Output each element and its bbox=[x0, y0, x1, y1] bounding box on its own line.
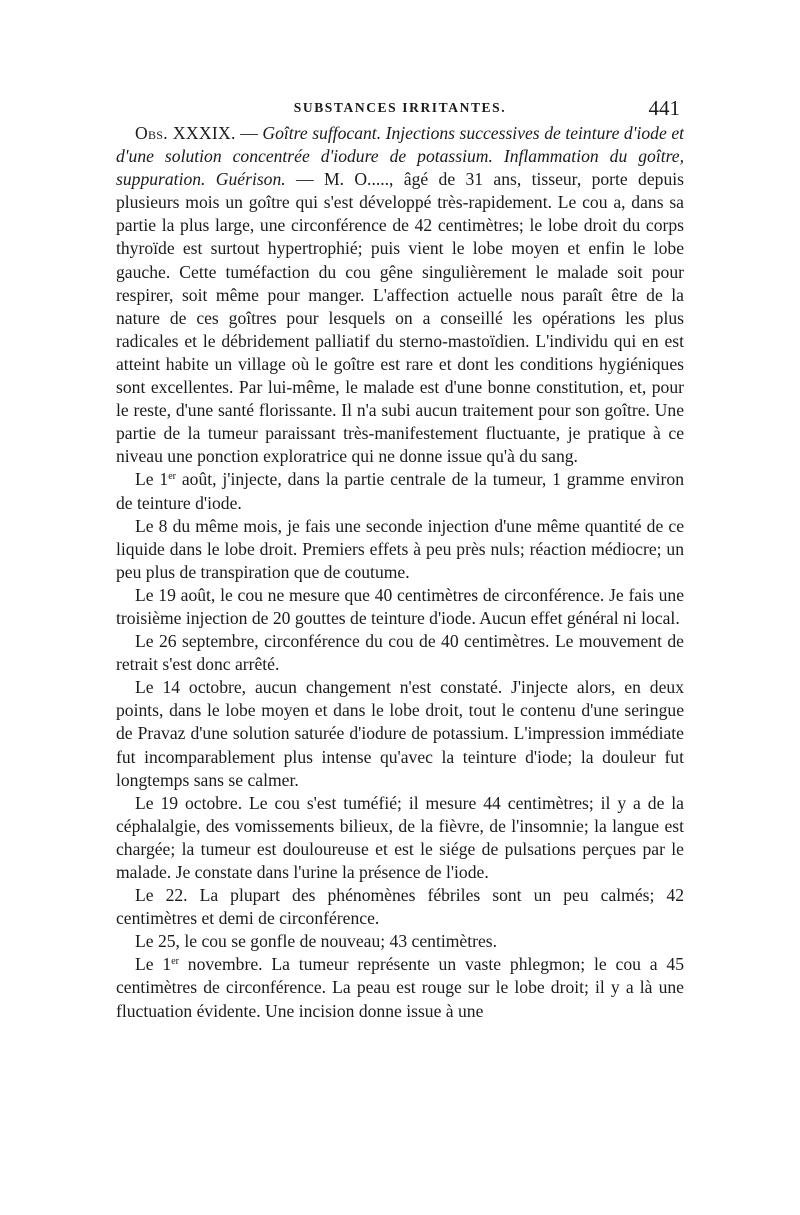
paragraph bbox=[116, 515, 684, 584]
paragraph-text: Le 25, le cou se gonfle de nouveau; 43 centimètres. bbox=[135, 931, 498, 952]
paragraph bbox=[116, 468, 684, 514]
ordinal-superscript: er bbox=[171, 956, 179, 968]
paragraph bbox=[116, 953, 684, 1022]
observation-label: Obs. XXXIX. bbox=[135, 123, 236, 143]
paragraph-text: Le 22. La plupart des phénomènes fébriles sont un peu calmés; 42 centimètres et demi de circonférence. bbox=[116, 885, 684, 929]
paragraph-text: Le 8 du même mois, je fais une seconde injection d'une même quantité de ce liquide dans le lobe droit. Premiers effets à peu près nuls; réaction médiocre; un peu plus de transpiration que de coutume. bbox=[116, 515, 684, 582]
paragraph-text: Le 19 août, le cou ne mesure que 40 centimètres de circonférence. Je fais une troisième injection de 20 gouttes de teinture d'iode. Aucun effet général ni local. bbox=[116, 584, 684, 628]
observation-heading-paragraph bbox=[116, 122, 684, 468]
observation-title: Goître suffocant. Injections successives de teinture d'iode et d'une solution concentrée d'iodure de potassium. Inflammation du goître, suppuration. Guérison. bbox=[116, 123, 685, 190]
page-number: 441 bbox=[648, 96, 680, 120]
paragraph bbox=[116, 630, 684, 676]
paragraph-lead: Le 1 bbox=[135, 469, 169, 490]
paragraph bbox=[116, 584, 684, 630]
running-header bbox=[116, 96, 684, 122]
paragraph-text: Le 14 octobre, aucun changement n'est constaté. J'injecte alors, en deux points, dans le lobe moyen et dans le lobe droit, tout le contenu d'une seringue de Pravaz d'une solution saturée d'iodure de potassium. L'impression immédiate fut incomparablement plus intense qu'avec la teinture d'iode; la douleur fut longtemps sans se calmer. bbox=[116, 677, 684, 790]
paragraph-text: novembre. La tumeur représente un vaste phlegmon; le cou a 45 centimètres de circonférence. La peau est rouge sur le lobe droit; il y a là une fluctuation évidente. Une incision donne issue à une bbox=[116, 954, 684, 1021]
paragraph-text: août, j'injecte, dans la partie centrale de la tumeur, 1 gramme environ de teinture d'iode. bbox=[116, 469, 684, 513]
paragraph-lead: Le 1 bbox=[135, 954, 172, 975]
observation-intro: M. O....., âgé de 31 ans, tisseur, porte depuis plusieurs mois un goître qui s'est développé très-rapidement. Le cou a, dans sa partie la plus large, une circonférence de 42 centimètres; le lobe droit du corps thyroïde est surtout hypertrophié; puis vient le lobe moyen et enfin le lobe gauche. Cette tuméfaction du cou gêne singulièrement le malade soit pour respirer, soit même pour manger. L'affection actuelle nous paraît être de la nature de ces goîtres pour lesquels on a conseillé les opérations les plus radicales et le débridement palliatif du sterno-mastoïdien. L'individu qui en est atteint habite un village où le goître est rare et dont les conditions hygiéniques sont excellentes. Par lui-même, le malade est d'une bonne constitution, et, pour le reste, d'une santé florissante. Il n'a subi aucun traitement pour son goître. Une partie de la tumeur paraissant très-manifestement fluctuante, je pratique à ce niveau une ponction exploratrice qui ne donne issue qu'à du sang. bbox=[116, 169, 684, 467]
paragraph-text: Le 26 septembre, circonférence du cou de 40 centimètres. Le mouvement de retrait s'est donc arrêté. bbox=[116, 631, 684, 675]
book-page bbox=[116, 96, 684, 1023]
paragraph-text: Le 19 octobre. Le cou s'est tuméfié; il mesure 44 centimètres; il y a de la céphalalgie, des vomissements bilieux, de la fièvre, de l'insomnie; la langue est chargée; la tumeur est douloureuse et est le siége de pulsations perçues par le malade. Je constate dans l'urine la présence de l'iode. bbox=[116, 792, 684, 882]
heading-dash: — bbox=[235, 123, 263, 143]
paragraph bbox=[116, 884, 684, 930]
paragraph bbox=[116, 930, 684, 953]
paragraph bbox=[116, 792, 684, 884]
ordinal-superscript: er bbox=[168, 471, 176, 483]
paragraph bbox=[116, 676, 684, 791]
running-title: SUBSTANCES IRRITANTES. bbox=[293, 100, 507, 115]
body-text bbox=[116, 122, 684, 1023]
heading-dash: — bbox=[285, 169, 324, 190]
